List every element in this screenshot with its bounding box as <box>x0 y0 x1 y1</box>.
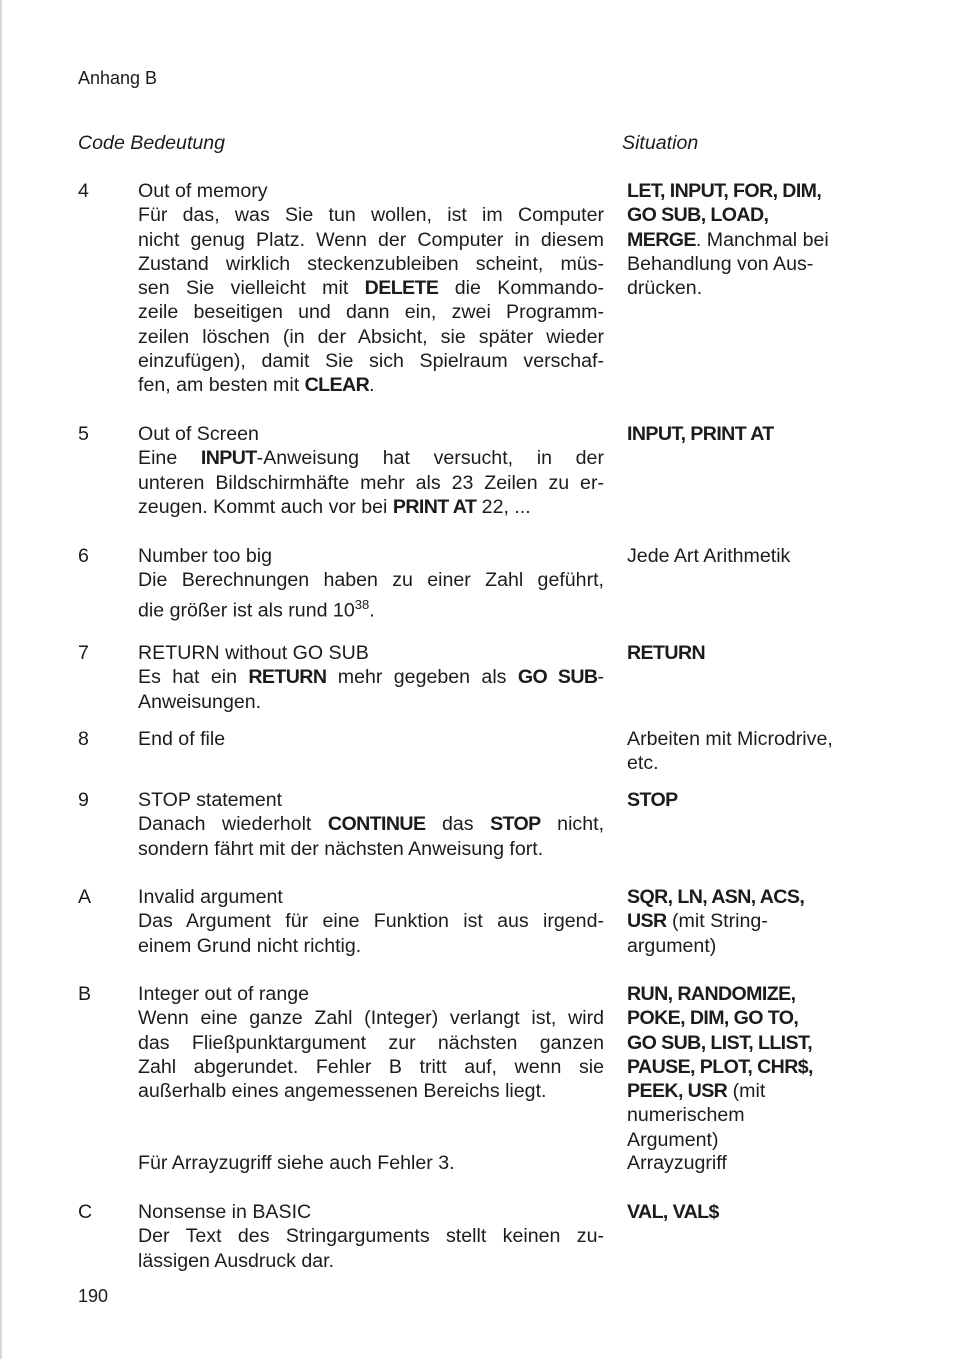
description-line <box>138 446 604 470</box>
description-line <box>138 203 604 227</box>
text-run: außerhalb eines angemessenen Bereichs liegt. <box>138 1080 547 1103</box>
extra-situation: Arrayzugriff <box>627 1152 727 1174</box>
keyword: CONTINUE <box>327 813 426 836</box>
text-run: zeugen. Kommt auch vor bei <box>138 495 393 518</box>
situation-line <box>627 276 857 300</box>
text-run: nicht genug Platz. Wenn der Computer in diesem <box>138 228 604 251</box>
situation-line <box>627 422 857 446</box>
situation-line <box>627 1103 857 1127</box>
description-line <box>138 276 604 300</box>
description-line <box>138 593 604 623</box>
keyword: PRINT AT <box>392 495 477 518</box>
text-run: Behandlung von Aus- <box>627 252 814 275</box>
description-line <box>138 228 604 252</box>
text-run: Der Text des Stringarguments stellt keinen zu- <box>138 1225 604 1248</box>
keyword: DELETE <box>364 277 439 300</box>
text-run: Die Berechnungen haben zu einer Zahl geführt, <box>138 569 604 592</box>
keyword: INPUT, PRINT AT <box>627 423 774 445</box>
text-run: zeilen löschen (in der Absicht, sie später wieder <box>138 325 604 348</box>
description-line <box>138 1031 604 1055</box>
text-run: Es hat ein <box>138 666 249 689</box>
error-code: 9 <box>78 789 89 811</box>
text-run: einem Grund nicht richtig. <box>138 934 362 957</box>
description-line <box>138 909 604 933</box>
text-run: drücken. <box>627 277 703 300</box>
error-description <box>138 885 604 958</box>
situation-line <box>627 179 857 203</box>
text-run: - <box>597 666 604 689</box>
error-description <box>138 544 604 622</box>
keyword: POKE, DIM, GO TO, <box>627 1007 799 1030</box>
situation-line <box>627 544 857 568</box>
keyword: GO SUB <box>517 666 598 689</box>
situation <box>627 727 857 776</box>
text-run: lässigen Ausdruck dar. <box>138 1249 335 1272</box>
keyword: USR <box>627 910 667 933</box>
text-run: . <box>369 599 375 622</box>
text-run: (mit <box>727 1080 766 1103</box>
description-line <box>138 252 604 276</box>
keyword: PEEK, USR <box>627 1080 728 1103</box>
situation-line <box>627 641 857 665</box>
text-run: das Fließpunktargument zur nächsten ganzen <box>138 1031 604 1054</box>
text-run: die größer ist als rund 10 <box>138 599 355 622</box>
text-run: einzufügen), damit Sie sich Spielraum verschaf- <box>138 350 604 373</box>
text-run: Danach wiederholt <box>138 813 328 836</box>
error-code: A <box>78 886 92 908</box>
text-run: sen Sie vielleicht mit <box>138 277 365 300</box>
situation-line <box>627 934 857 958</box>
description-line <box>138 1224 604 1248</box>
text-run: Zustand wirklich steckenzubleiben scheint, müs- <box>138 252 604 275</box>
situation-line <box>627 1006 857 1030</box>
text-run: Eine <box>138 447 201 470</box>
error-code: 7 <box>78 642 89 664</box>
error-description <box>138 641 604 714</box>
keyword: MERGE <box>627 228 696 251</box>
description-line <box>138 325 604 349</box>
text-run: Arbeiten mit Microdrive, <box>627 728 833 750</box>
keyword: STOP <box>627 789 678 811</box>
text-run: Für das, was Sie tun wollen, ist im Computer <box>138 204 604 227</box>
situation-line <box>627 982 857 1006</box>
situation <box>627 641 857 665</box>
keyword: VAL, VAL$ <box>627 1201 719 1223</box>
situation-line <box>627 1128 857 1152</box>
situation-line <box>627 751 857 775</box>
text-run: mehr gegeben als <box>326 666 518 689</box>
description-line <box>138 568 604 592</box>
error-code: C <box>78 1201 93 1223</box>
error-title: Integer out of range <box>138 983 310 1005</box>
situation <box>627 885 857 958</box>
text-run: Zahl abgerundet. Fehler B tritt auf, wenn sie <box>138 1055 604 1078</box>
situation-line <box>627 252 857 276</box>
situation-line <box>627 203 857 227</box>
error-description <box>138 1200 604 1273</box>
description-line <box>138 1249 604 1273</box>
error-code: 5 <box>78 423 89 445</box>
column-header-code-meaning: Code Bedeutung <box>78 132 226 154</box>
description-line <box>138 495 604 519</box>
text-run: etc. <box>627 752 659 775</box>
text-run: Anweisungen. <box>138 690 262 713</box>
error-description <box>138 982 604 1103</box>
situation-line <box>627 788 857 812</box>
text-run: die Kommando- <box>438 277 604 300</box>
text-run: Das Argument für eine Funktion ist aus irgend- <box>138 910 604 933</box>
text-run: 22, ... <box>476 495 531 518</box>
situation-line <box>627 228 857 252</box>
description-line <box>138 471 604 495</box>
description-line <box>138 690 604 714</box>
error-title: RETURN without GO SUB <box>138 642 369 664</box>
error-title: Invalid argument <box>138 886 283 908</box>
situation-line <box>627 1200 857 1224</box>
text-run: unteren Bildschirmhäfte mehr als 23 Zeilen zu er- <box>138 471 604 494</box>
situation <box>627 982 857 1152</box>
keyword: RETURN <box>248 666 327 689</box>
description-line <box>138 1079 604 1103</box>
description-line <box>138 934 604 958</box>
error-code: 8 <box>78 728 89 750</box>
text-run: zeile beseitigen und dann ein, zwei Programm- <box>138 301 604 324</box>
keyword: INPUT <box>200 447 257 470</box>
situation-line <box>627 1055 857 1079</box>
text-run: fen, am besten mit <box>138 374 305 397</box>
text-run: numerischem <box>627 1104 745 1127</box>
page-number: 190 <box>78 1286 109 1306</box>
situation-line <box>627 885 857 909</box>
keyword: GO SUB, LIST, LLIST, <box>627 1031 813 1054</box>
situation <box>627 179 857 300</box>
keyword: RUN, RANDOMIZE, <box>627 983 796 1005</box>
error-title: Out of memory <box>138 180 268 202</box>
keyword: PAUSE, PLOT, CHR$, <box>627 1055 813 1078</box>
description-line <box>138 300 604 324</box>
keyword: SQR, LN, ASN, ACS, <box>627 886 805 908</box>
keyword: STOP <box>490 813 541 836</box>
situation-line <box>627 1079 857 1103</box>
error-title: STOP statement <box>138 789 283 811</box>
description-line <box>138 1006 604 1030</box>
keyword: LET, INPUT, FOR, DIM, <box>627 180 822 202</box>
description-line <box>138 665 604 689</box>
description-line <box>138 349 604 373</box>
error-description <box>138 788 604 861</box>
text-run: Jede Art Arithmetik <box>627 545 791 567</box>
text-run: das <box>425 813 491 836</box>
error-code: 4 <box>78 180 89 202</box>
text-run: . <box>369 374 375 397</box>
situation <box>627 422 857 446</box>
error-title: Out of Screen <box>138 423 259 445</box>
error-code: B <box>78 983 92 1005</box>
description-line <box>138 837 604 861</box>
description-line <box>138 373 604 397</box>
extra-description: Für Arrayzugriff siehe auch Fehler 3. <box>138 1152 455 1174</box>
description-line <box>138 812 604 836</box>
text-run: nicht, <box>540 813 605 836</box>
keyword: RETURN <box>627 642 706 664</box>
error-title: Nonsense in BASIC <box>138 1201 312 1223</box>
text-run: sondern fährt mit der nächsten Anweisung fort. <box>138 837 544 860</box>
situation-line <box>627 1031 857 1055</box>
situation <box>627 544 857 568</box>
keyword: GO SUB, LOAD, <box>627 204 769 227</box>
text-run: . Manchmal bei <box>695 228 829 251</box>
situation <box>627 788 857 812</box>
keyword: CLEAR <box>304 374 370 397</box>
error-description <box>138 179 604 398</box>
description-line <box>138 1055 604 1079</box>
error-description <box>138 727 604 751</box>
situation-line <box>627 727 857 751</box>
page-header: Anhang B <box>78 68 158 88</box>
situation <box>627 1200 857 1224</box>
exponent: 38 <box>354 596 370 612</box>
error-code: 6 <box>78 545 89 567</box>
text-run: Argument) <box>627 1128 719 1151</box>
error-description <box>138 422 604 519</box>
error-title: End of file <box>138 728 226 750</box>
text-run: (mit String- <box>666 910 768 933</box>
text-run: -Anweisung hat versucht, in der <box>256 447 604 470</box>
error-title: Number too big <box>138 545 272 567</box>
column-header-situation: Situation <box>622 132 699 154</box>
page-edge <box>0 0 2 1359</box>
text-run: argument) <box>627 934 717 957</box>
situation-line <box>627 909 857 933</box>
text-run: Wenn eine ganze Zahl (Integer) verlangt ist, wird <box>138 1007 604 1030</box>
